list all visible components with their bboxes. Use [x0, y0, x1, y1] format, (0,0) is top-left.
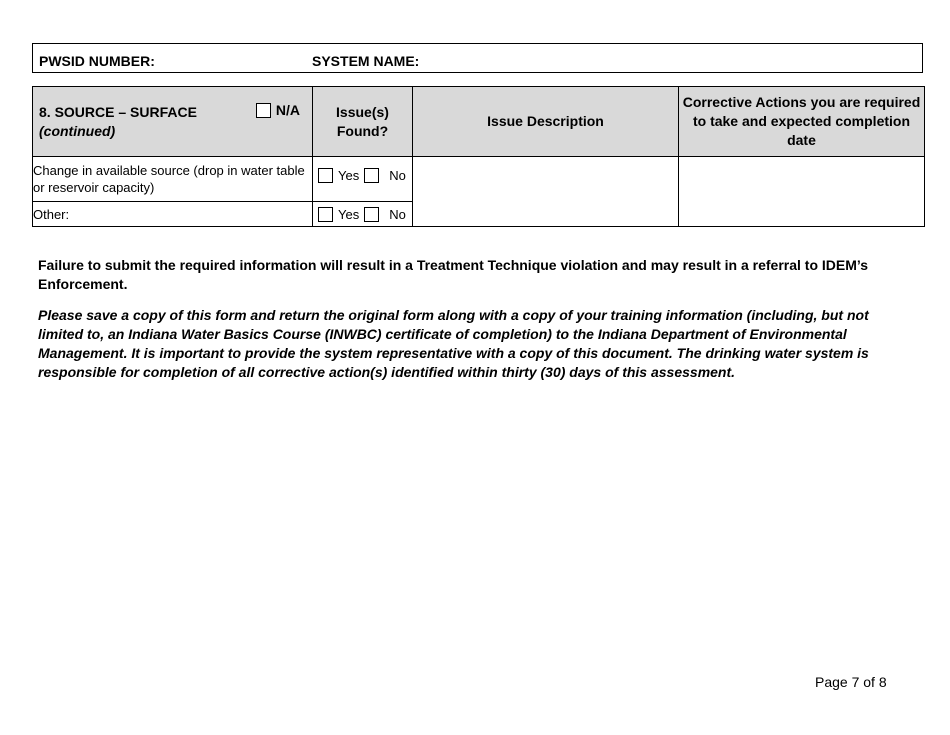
system-name-label: SYSTEM NAME: [312, 53, 420, 69]
corrective-actions-input[interactable] [679, 157, 925, 227]
question-cell: Other: [33, 202, 313, 227]
section-header-cell [33, 87, 313, 157]
yes-label: Yes [338, 168, 360, 183]
issue-description-input[interactable] [413, 157, 679, 227]
question-cell: Change in available source (drop in water table or reservoir capacity) [33, 157, 313, 202]
instructions-notice: Please save a copy of this form and return the original form along with a copy of your training information (including, but not limited to, an Indiana Water Basics Course (INWBC) certificate of completion) to the Indiana Department of Environmental Management. It is important to provide the system representative with a copy of this document. The drinking water system is responsible for completion of all corrective action(s) identified within thirty (30) days of this assessment. [38, 307, 869, 380]
no-checkbox[interactable] [364, 207, 379, 222]
yes-label: Yes [338, 206, 360, 222]
section-title: 8. SOURCE – SURFACE [39, 103, 197, 120]
yes-checkbox[interactable] [318, 168, 333, 183]
failure-notice: Failure to submit the required information will result in a Treatment Technique violation and may result in a referral to IDEM’s Enforcement. [38, 257, 869, 292]
na-checkbox[interactable] [256, 103, 271, 118]
table-row [33, 157, 925, 202]
no-label: No [389, 168, 406, 183]
yes-checkbox[interactable] [318, 207, 333, 222]
yes-no-cell [313, 157, 413, 202]
header-box [32, 43, 923, 73]
yes-no-cell [313, 202, 413, 227]
na-label: N/A [275, 102, 300, 118]
corrective-actions-header: Corrective Actions you are required to take and expected completion date [679, 87, 925, 157]
issues-found-header: Issue(s) Found? [313, 87, 413, 157]
assessment-table [32, 86, 925, 227]
section-subtitle: (continued) [39, 122, 116, 139]
na-option [256, 101, 300, 120]
table-header-row [33, 87, 925, 157]
issue-description-header: Issue Description [413, 87, 679, 157]
no-checkbox[interactable] [364, 168, 379, 183]
no-label: No [389, 206, 406, 222]
pwsid-label: PWSID NUMBER: [39, 53, 155, 69]
page-number: Page 7 of 8 [815, 674, 887, 690]
